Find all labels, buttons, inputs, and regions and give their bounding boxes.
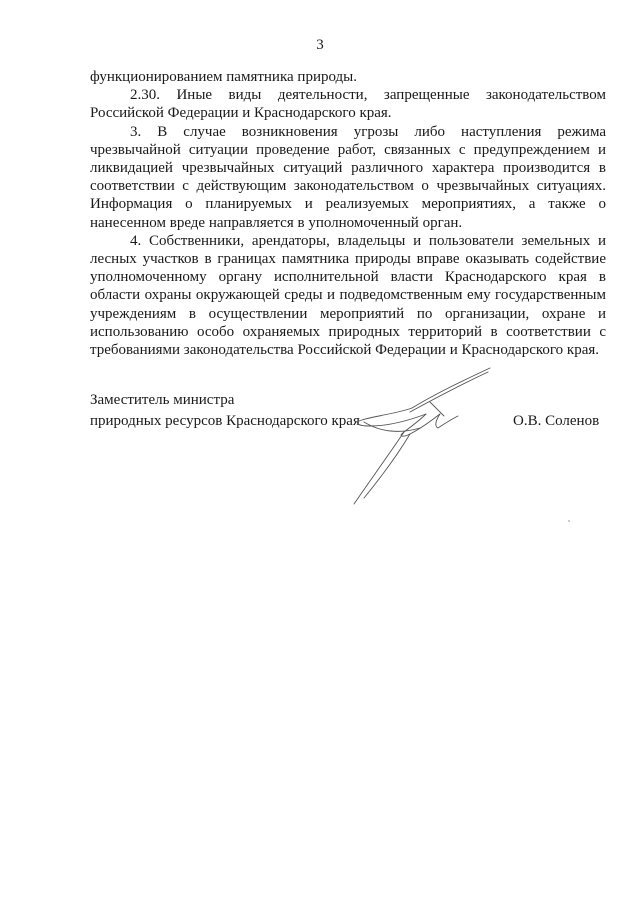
page-number: 3 [316,37,324,53]
position-line-2: природных ресурсов Краснодарского края [90,413,360,429]
document-body [90,68,606,359]
paragraph-4: 4. Собственники, арендаторы, владельцы и пользователи земельных и лесных участков в границах памятника природы вправе оказывать содействие уполномоченному органу исполнительной власти Краснодарского края в области охраны окружающей среды и подведомственным ему государственным учреждениям в осуществлении мероприятий по организации, охране и использованию особо охраняемых природных территорий в соответствии с требованиями законодательства Российской Федерации и Краснодарского края. [90,232,606,359]
signer-name: О.В. Соленов [513,413,600,429]
signatory-position [90,390,360,432]
scan-speck [568,520,570,522]
paragraph-2-30: 2.30. Иные виды деятельности, запрещенные законодательством Российской Федерации и Краснодарского края. [90,87,606,122]
position-line-1: Заместитель министра [90,392,235,408]
paragraph-continuation: функционированием памятника природы. [90,69,358,85]
handwritten-signature [340,362,505,512]
paragraph-3: 3. В случае возникновения угрозы либо наступления режима чрезвычайной ситуации проведение работ, связанных с предупреждением и ликвидацией чрезвычайных ситуаций различного характера производится в соответствии с действующим законодательством о чрезвычайных ситуациях. Информация о планируемых и реализуемых мероприятиях, а также о нанесенном вреде направляется в уполномоченный орган. [90,123,606,231]
